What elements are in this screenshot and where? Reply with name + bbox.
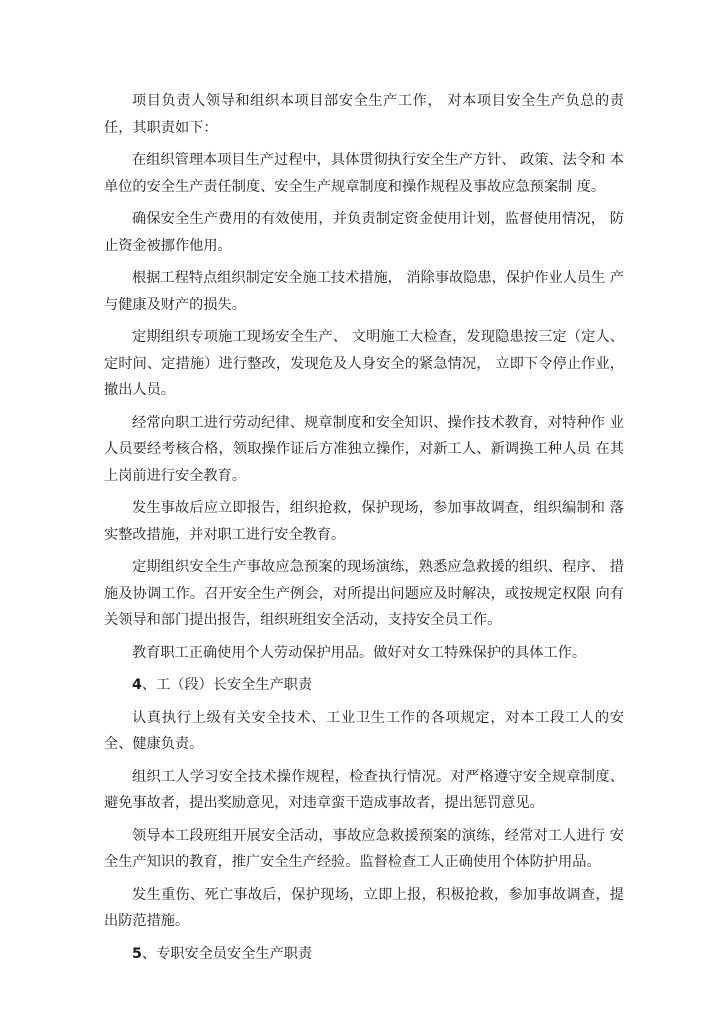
section-number-4: 4 <box>132 677 142 693</box>
paragraph-duty-8: 教育职工正确使用个人劳动保护用品。做好对女工特殊保护的具体工作。 <box>132 644 587 661</box>
paragraph-duty-6: 发生事故后应立即报告，组织抢救，保护现场，参加事故调查，组织编制和 落实整改措施，并对职工进行安全教育。 <box>104 500 624 543</box>
paragraph-duty-7: 定期组织安全生产事故应急预案的现场演练，熟悉应急救援的组织、程序、 措施及协调工作。召开安全生产例会，对所提出问题应及时解决，或按规定权限 向有关领导和部门提出报告，组织班组安全活动，支持安全员工作。 <box>104 559 624 628</box>
paragraph-duty-4: 定期组织专项施工现场安全生产、 文明施工大检查，发现隐患按三定（定人、 定时间、定措施）进行整改，发现危及人身安全的紧急情况， 立即下令停止作业， 撤出人员。 <box>104 329 624 398</box>
paragraph-duty-3: 根据工程特点组织制定安全施工技术措施， 消除事故隐患，保护作业人员生 产与健康及财产的损失。 <box>104 270 624 313</box>
paragraph-section4-3: 领导本工段班组开展安全活动，事故应急救援预案的演练，经常对工人进行 安全生产知识的教育，推广安全生产经验。监督检查工人正确使用个体防护用品。 <box>104 827 624 870</box>
document-body <box>104 88 624 973</box>
paragraph-duty-5: 经常向职工进行劳动纪律、规章制度和安全知识、操作技术教育，对特种作 业人员要经考核合格，领取操作证后方准独立操作，对新工人、新调换工种人员 在其上岗前进行安全教育。 <box>104 414 624 484</box>
section-heading-4 <box>104 672 624 699</box>
paragraph-section4-1: 认真执行上级有关安全技术、工业卫生工作的各项规定，对本工段工人的安 全、健康负责。 <box>104 709 624 752</box>
paragraph-section4-4: 发生重伤、死亡事故后，保护现场，立即上报，积极抢救，参加事故调查，提出防范措施。 <box>104 886 624 929</box>
paragraph-section4-2: 组织工人学习安全技术操作规程，检查执行情况。对严格遵守安全规章制度、 避免事故者，提出奖励意见，对违章蛮干造成事故者，提出惩罚意见。 <box>104 768 624 811</box>
paragraph-duty-1: 在组织管理本项目生产过程中，具体贯彻执行安全生产方针、 政策、法令和 本单位的安全生产责任制度、安全生产规章制度和操作规程及事故应急预案制 度。 <box>104 152 624 195</box>
section-number-5: 5 <box>132 945 142 962</box>
section-title-5: 、专职安全员安全生产职责 <box>141 945 313 962</box>
section-heading-5 <box>104 941 624 968</box>
paragraph-duty-2: 确保安全生产费用的有效使用，并负责制定资金使用计划，监督使用情况， 防止资金被挪作他用。 <box>104 211 624 254</box>
paragraph-project-leader-intro: 项目负责人领导和组织本项目部安全生产工作， 对本项目安全生产负总的责 任，其职责如下： <box>104 93 624 136</box>
section-title-4: 、工（段）长安全生产职责 <box>141 677 313 693</box>
